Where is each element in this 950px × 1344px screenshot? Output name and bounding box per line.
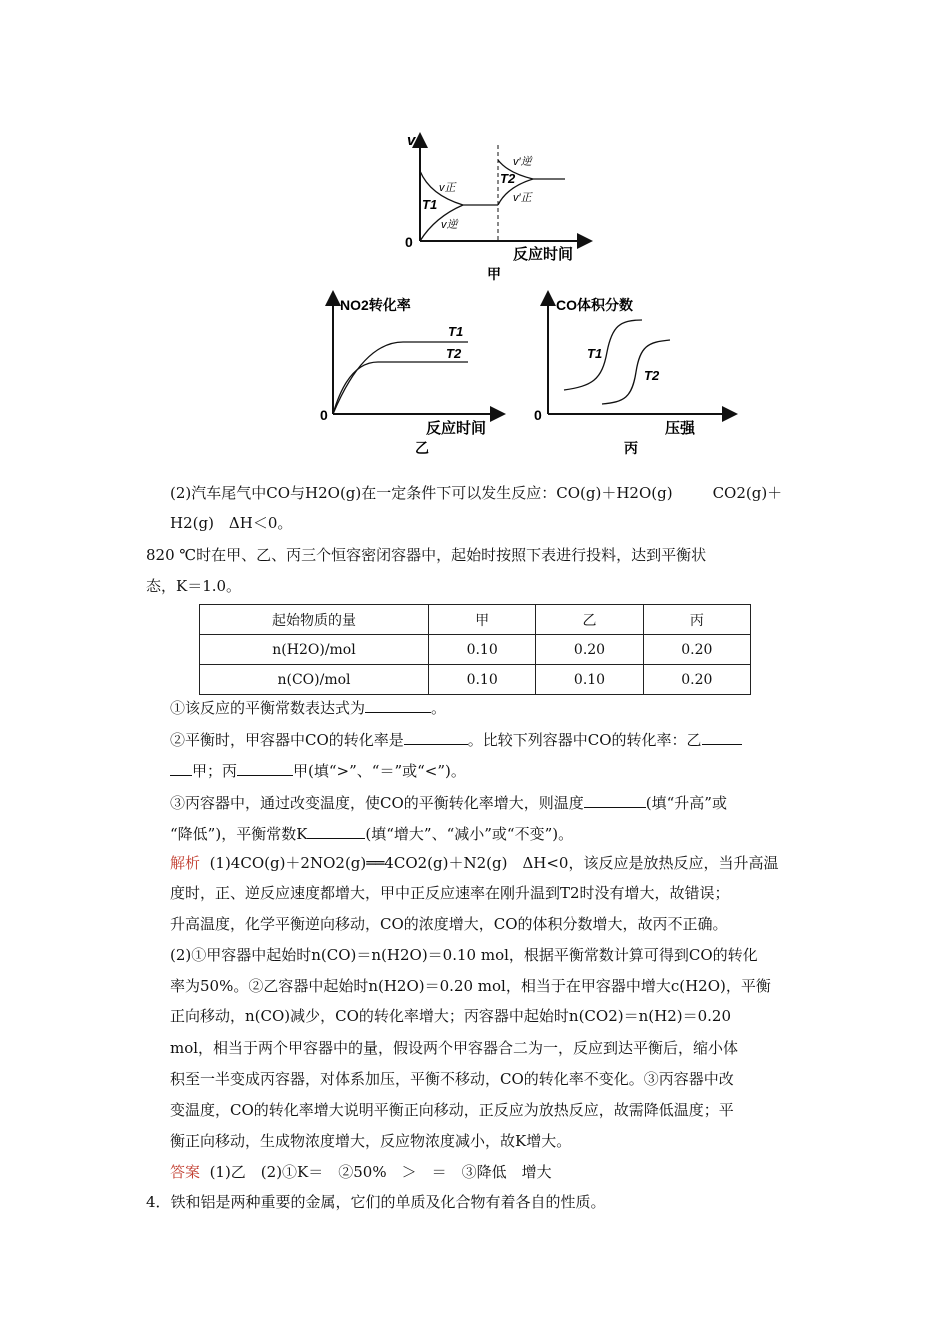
origin-label: 0 (320, 407, 328, 423)
table-row (200, 635, 751, 665)
answer-blank[interactable] (584, 793, 646, 808)
y-axis-label: NO2转化率 (340, 297, 411, 313)
series-t1-curve (564, 320, 642, 390)
question-1 (170, 697, 446, 719)
figure-caption: 甲 (487, 266, 501, 282)
table-cell: 0.10 (536, 665, 643, 695)
q2-line-3: 820 ℃时在甲、乙、丙三个恒容密闭容器中，起始时按照下表进行投料，达到平衡状 (146, 546, 707, 564)
table-cell: 0.10 (429, 635, 536, 665)
figure-caption: 乙 (415, 440, 429, 456)
series-t2-label: T2 (644, 368, 660, 383)
answer-blank[interactable] (365, 698, 431, 713)
series-t2-label: T2 (446, 346, 462, 361)
series-t2-curve (333, 362, 468, 414)
analysis-line: (2)①甲容器中起始时n(CO)＝n(H2O)＝0.10 mol，根据平衡常数计算可得到CO的转化 (170, 946, 758, 964)
x-axis-label: 压强 (665, 420, 696, 437)
table-cell: n(CO)/mol (200, 665, 429, 695)
table-header: 甲 (429, 605, 536, 635)
figure-yi (318, 290, 508, 460)
question-3-text-d: (填“增大”、“减小”或“不变”)。 (365, 825, 574, 843)
label-v-reverse: v逆 (441, 219, 458, 231)
label-v-forward: v正 (439, 182, 456, 194)
table-cell: 0.20 (643, 665, 750, 695)
origin-label: 0 (405, 234, 413, 250)
question-3-text-c: “降低”)，平衡常数K (170, 825, 308, 843)
y-axis-label: CO体积分数 (556, 297, 633, 313)
origin-label: 0 (534, 407, 542, 423)
answer-blank[interactable] (307, 824, 365, 839)
y-axis-label: v (407, 132, 416, 149)
q2-reaction-left: (2)汽车尾气中CO与H2O(g)在一定条件下可以发生反应：CO(g)＋H2O(g) (170, 484, 673, 502)
analysis-line: 率为50%。②乙容器中起始时n(H2O)＝0.20 mol，相当于在甲容器中增大c(H2O)，平衡 (170, 977, 771, 995)
analysis-line: 衡正向移动，生成物浓度增大，反应物浓度减小，故K增大。 (170, 1132, 572, 1150)
table-header: 乙 (536, 605, 643, 635)
answer-blank[interactable] (702, 730, 742, 745)
series-t1-label: T1 (448, 324, 464, 339)
table-cell: 0.20 (536, 635, 643, 665)
label-v2-forward: v′正 (513, 192, 532, 204)
table-header-row (200, 605, 751, 635)
question-2-text-d: 甲(填“>”、“＝”或“<”)。 (293, 762, 466, 780)
table-header: 起始物质的量 (200, 605, 429, 635)
x-axis-label: 反应时间 (426, 420, 487, 437)
answer-blank[interactable] (404, 730, 468, 745)
analysis-line: 升高温度，化学平衡逆向移动，CO的浓度增大，CO的体积分数增大，故丙不正确。 (170, 915, 728, 933)
figure-caption: 丙 (624, 440, 638, 456)
answer-line (170, 1161, 552, 1183)
analysis-line: 积至一半变成丙容器，对体系加压，平衡不移动，CO的转化率不变化。③丙容器中改 (170, 1070, 734, 1088)
answer-text: (1)乙 (2)①K＝ ②50% ＞ ＝ ③降低 增大 (209, 1163, 552, 1181)
question-3-text-a: ③丙容器中，通过改变温度，使CO的平衡转化率增大，则温度 (170, 794, 584, 812)
analysis-text: (1)4CO(g)＋2NO2(g)══4CO2(g)＋N2(g) ΔH<0，该反应是放热反应，当升高温 (209, 854, 779, 872)
question-2-text-b: 。比较下列容器中CO的转化率：乙 (467, 731, 702, 749)
analysis-line: 正向移动，n(CO)减少，CO的转化率增大；丙容器中起始时n(CO2)＝n(H2)＝0.20 (170, 1007, 731, 1025)
question-3-text-b: (填“升高”或 (645, 794, 727, 812)
question-2-line-1 (170, 729, 742, 751)
analysis-line-1 (170, 852, 778, 874)
analysis-line: 变温度，CO的转化率增大说明平衡正向移动，正反应为放热反应，故需降低温度；平 (170, 1101, 734, 1119)
table-header: 丙 (643, 605, 750, 635)
analysis-label: 解析 (170, 854, 201, 872)
q2-reaction-right: CO2(g)＋ (712, 484, 783, 502)
question-2-line-2 (170, 760, 466, 782)
question-3-line-2 (170, 823, 573, 845)
question-1-text: ①该反应的平衡常数表达式为 (170, 699, 366, 717)
answer-blank[interactable] (170, 761, 192, 776)
initial-amounts-table (199, 604, 751, 695)
answer-blank[interactable] (237, 761, 293, 776)
next-question: 4．铁和铝是两种重要的金属，它们的单质及化合物有着各自的性质。 (146, 1193, 606, 1211)
series-t2-curve (602, 340, 670, 404)
answer-label: 答案 (170, 1163, 201, 1181)
analysis-line: 度时，正、逆反应速度都增大，甲中正反应速率在刚升温到T2时没有增大，故错误； (170, 884, 730, 902)
figure-jia (395, 125, 595, 285)
question-1-end: 。 (431, 699, 447, 717)
series-t1-label: T1 (587, 346, 603, 361)
figure-bing (532, 290, 742, 460)
x-axis-label: 反应时间 (513, 246, 574, 263)
table-cell: n(H2O)/mol (200, 635, 429, 665)
label-t2: T2 (500, 171, 516, 186)
table-cell: 0.20 (643, 635, 750, 665)
table-cell: 0.10 (429, 665, 536, 695)
label-v2-reverse: v′逆 (513, 156, 532, 168)
label-t1: T1 (422, 197, 438, 212)
q2-line-4: 态，K＝1.0。 (146, 577, 242, 595)
question-3-line-1 (170, 792, 727, 814)
q2-line-1 (170, 482, 782, 504)
question-2-text-c: 甲；丙 (192, 762, 238, 780)
q2-line-2: H2(g) ΔH＜0。 (170, 514, 293, 532)
table-row (200, 665, 751, 695)
question-2-text-a: ②平衡时，甲容器中CO的转化率是 (170, 731, 404, 749)
analysis-line: mol，相当于两个甲容器中的量，假设两个甲容器合二为一，反应到达平衡后，缩小体 (170, 1039, 739, 1057)
